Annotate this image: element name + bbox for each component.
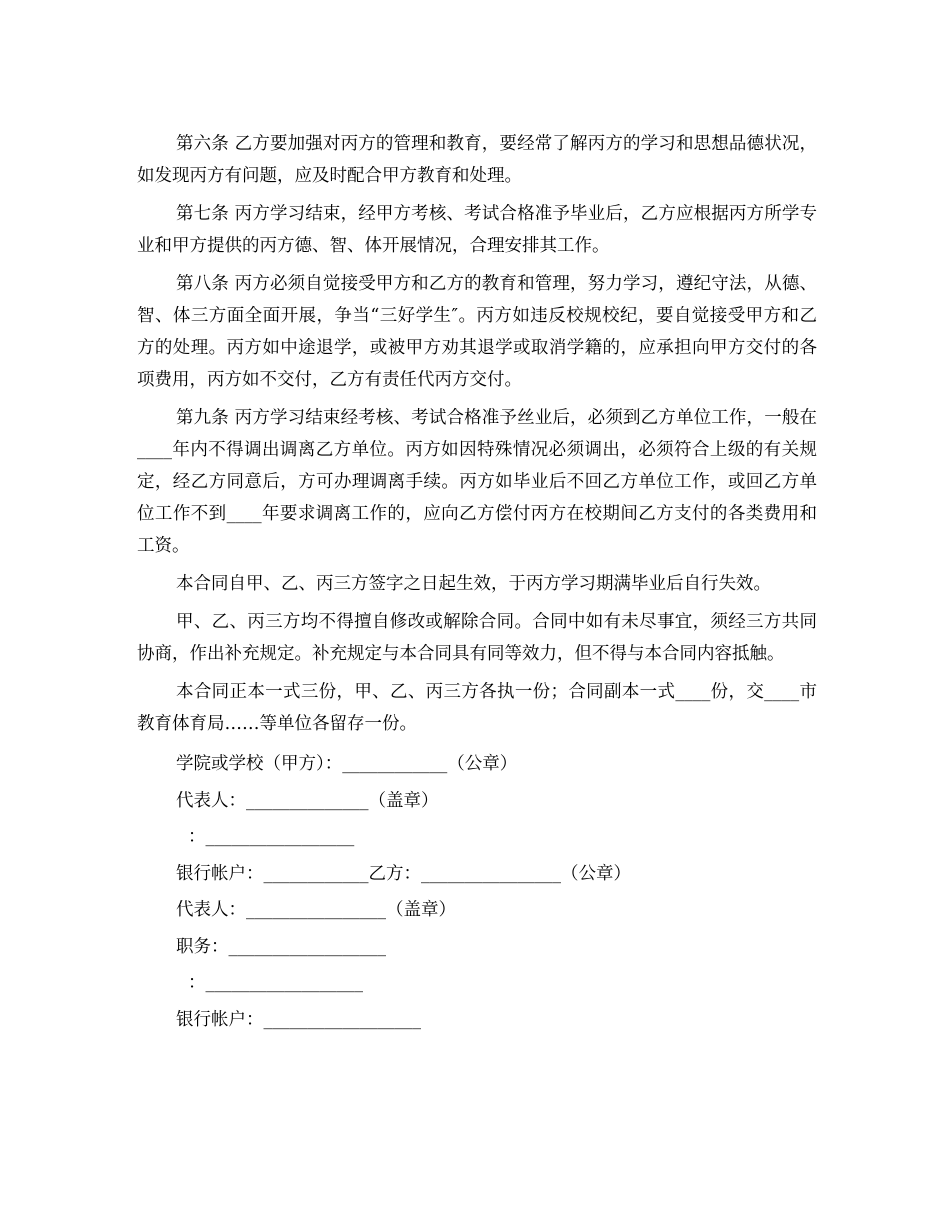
party-b-representative: 代表人：________________（盖章） xyxy=(176,900,456,920)
party-b-bank-account: 银行帐户：__________________ xyxy=(176,1009,421,1030)
article-7: 第七条 丙方学习结束，经甲方考核、考试合格准予毕业后，乙方应根据丙方所学专业和甲方提供的丙方德、智、体开展情况，合理安排其工作。 xyxy=(137,204,817,256)
contract-body xyxy=(137,128,817,1038)
party-a-blank-field: ：_________________ xyxy=(188,827,355,847)
article-6: 第六条 乙方要加强对丙方的管理和教育，要经常了解丙方的学习和思想品德状况，如发现丙方有问题，应及时配合甲方教育和处理。 xyxy=(137,134,817,186)
article-9: 第九条 丙方学习结束经考核、考试合格准予丝业后，必须到乙方单位工作，一般在____年内不得调出调离乙方单位。丙方如因特殊情况必须调出，必须符合上级的有关规定，经乙方同意后，方可办理调离手续。丙方如毕业后不回乙方单位工作，或回乙方单位工作不到____年要求调离工作的，应向乙方偿付丙方在校期间乙方支付的各类费用和工资。 xyxy=(137,408,817,556)
article-8: 第八条 丙方必须自觉接受甲方和乙方的教育和管理，努力学习，遵纪守法，从德、智、体三方面全面开展，争当“三好学生″。丙方如违反校规校纪，要自觉接受甲方和乙方的处理。丙方如中途退学，或被甲方劝其退学或取消学籍的，应承担向甲方交付的各项费用，丙方如不交付，乙方有责任代丙方交付。 xyxy=(137,274,817,390)
effective-clause: 本合同自甲、乙、丙三方签字之日起生效，于丙方学习期满毕业后自行失效。 xyxy=(176,574,771,594)
modification-clause: 甲、乙、丙三方均不得擅自修改或解除合同。合同中如有未尽事宜，须经三方共同协商，作出补充规定。补充规定与本合同具有同等效力，但不得与本合同内容抵触。 xyxy=(137,612,817,664)
party-a-representative: 代表人：______________（盖章） xyxy=(176,790,439,811)
party-b-blank-field: ：__________________ xyxy=(188,973,363,993)
signature-block xyxy=(137,746,817,1038)
copies-clause: 本合同正本一式三份，甲、乙、丙三方各执一份；合同副本一式____份，交____市教育体育局……等单位各留存一份。 xyxy=(137,682,817,734)
party-b-position: 职务：__________________ xyxy=(176,936,386,957)
party-a-bank-party-b: 银行帐户：____________乙方：________________（公章） xyxy=(176,863,631,884)
party-a-school: 学院或学校（甲方）：____________（公章） xyxy=(176,754,518,774)
